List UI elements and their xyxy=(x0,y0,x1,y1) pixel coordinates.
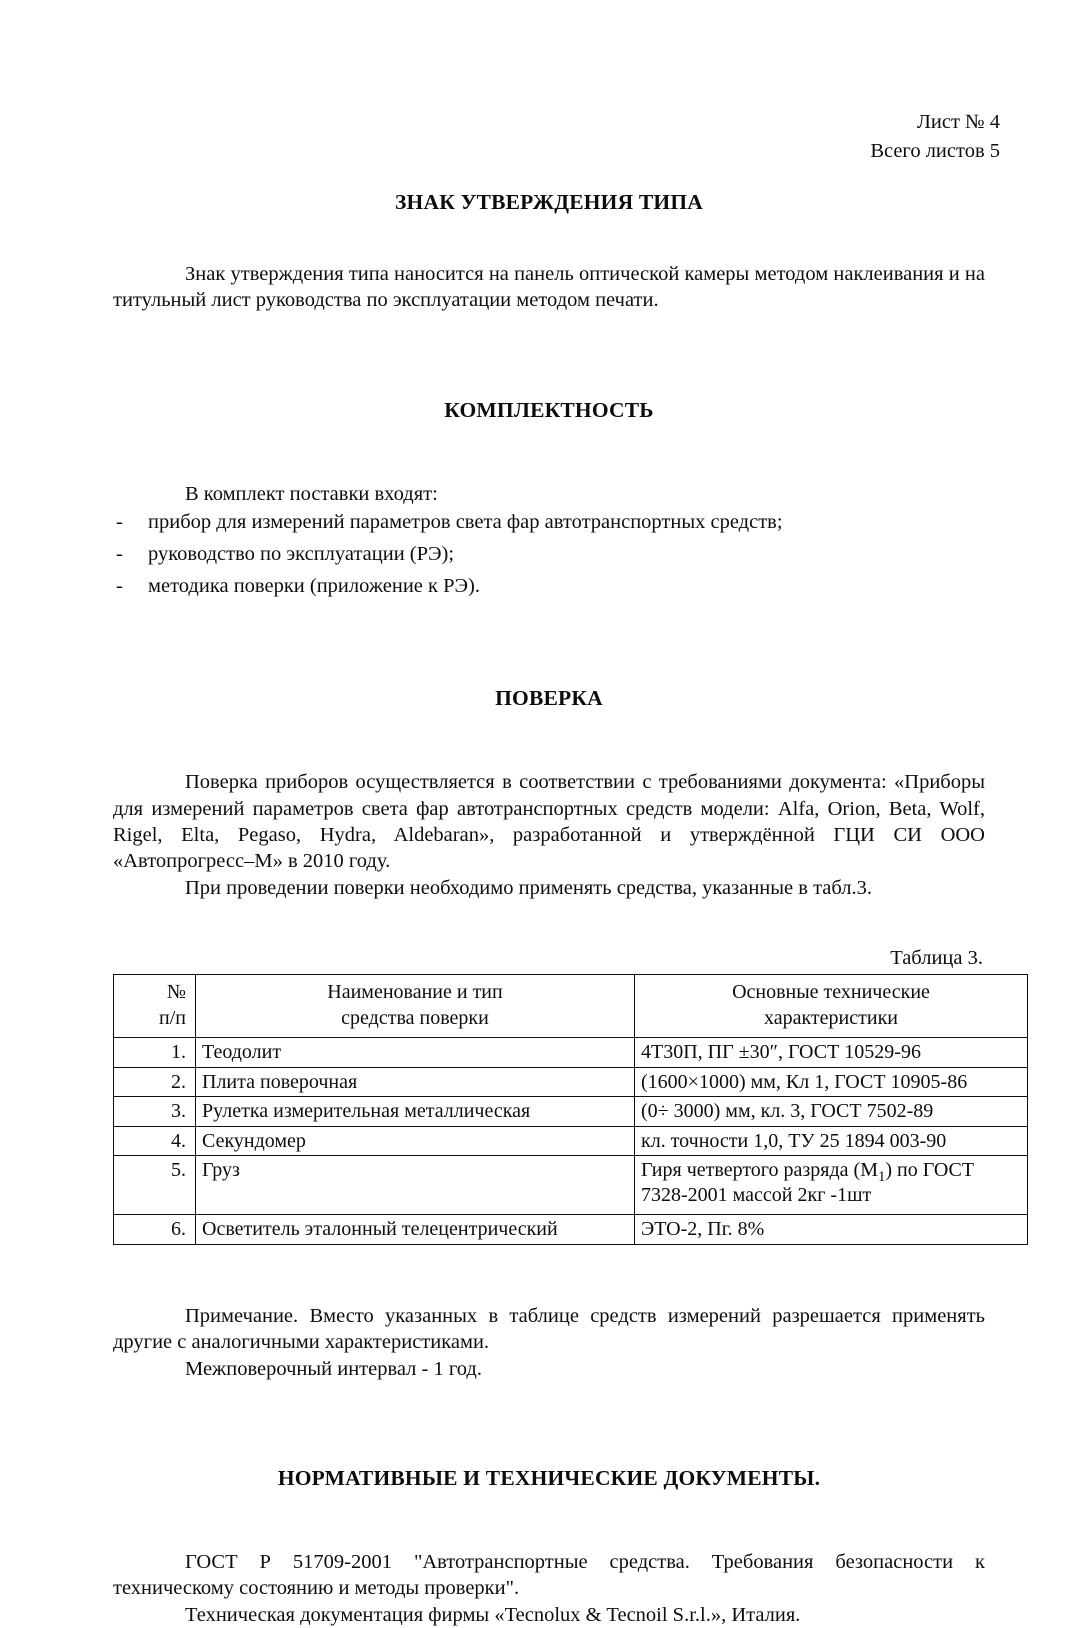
list-item-label: руководство по эксплуатации (РЭ); xyxy=(148,542,455,565)
table-row xyxy=(114,1067,1028,1097)
table-body xyxy=(114,1037,1028,1244)
dash-bullet: - xyxy=(116,510,123,533)
spacer xyxy=(113,1382,985,1466)
spacer xyxy=(113,1491,985,1549)
table-row xyxy=(114,1215,1028,1245)
section-title-approval-mark: ЗНАК УТВЕРЖДЕНИЯ ТИПА xyxy=(395,190,703,214)
column-header-spec-line2: характеристики xyxy=(763,1006,898,1029)
cell-specification: (0÷ 3000) мм, кл. 3, ГОСТ 7502-89 xyxy=(635,1097,1028,1127)
cell-means-name: Плита поверочная xyxy=(196,1067,635,1097)
document-content xyxy=(113,190,985,1628)
column-header-name-line2: средства поверки xyxy=(341,1006,489,1029)
verification-paragraph-1: Поверка приборов осуществляется в соответствии с требованиями документа: «Приборы для измерений параметров света фар автотранспортных средств модели: Alfa, Orion, Beta, Wolf, Rigel, Elta, Pegaso, Hydra, Aldebaran», разработанной и утверждённой ГЦИ СИ ООО «Автопрогресс–М» в 2010 году. xyxy=(113,771,985,873)
spec-text-part1: Гиря четвертого разряда (М xyxy=(641,1159,878,1182)
spacer xyxy=(113,602,985,686)
cell-specification: кл. точности 1,0, ТУ 25 1894 003-90 xyxy=(635,1126,1028,1156)
spacer xyxy=(113,901,985,947)
section-title-documents: НОРМАТИВНЫЕ И ТЕХНИЧЕСКИЕ ДОКУМЕНТЫ. xyxy=(277,1465,821,1490)
cell-row-number: 4. xyxy=(114,1126,196,1156)
completeness-list xyxy=(113,507,985,602)
cell-row-number: 1. xyxy=(114,1037,196,1067)
documents-paragraph-1: ГОСТ Р 51709-2001 "Автотранспортные средства. Требования безопасности к техническому состоянию и методы проверки". xyxy=(113,1550,985,1600)
dash-bullet: - xyxy=(116,542,123,565)
list-item xyxy=(113,539,985,571)
section-title-completeness: КОМПЛЕКТНОСТЬ xyxy=(444,397,654,422)
column-header-number xyxy=(114,974,196,1037)
spacer xyxy=(113,1245,985,1303)
table-row xyxy=(114,1097,1028,1127)
spacer xyxy=(113,423,985,481)
column-header-name-line1: Наименование и тип xyxy=(327,980,503,1003)
sheet-number: Лист № 4 xyxy=(917,111,1000,133)
cell-specification: ЭТО-2, Пг. 8% xyxy=(635,1215,1028,1245)
cell-row-number: 3. xyxy=(114,1097,196,1127)
column-header-number-line1: № xyxy=(166,980,186,1003)
documents-paragraph-2: Техническая документация фирмы «Tecnolux & Tecnoil S.r.l.», Италия. xyxy=(185,1603,801,1626)
cell-means-name: Груз xyxy=(196,1156,635,1215)
spacer xyxy=(113,314,985,398)
verification-interval: Межповерочный интервал - 1 год. xyxy=(185,1357,482,1380)
spec-subscript: 1 xyxy=(877,1169,886,1186)
list-item-label: методика поверки (приложение к РЭ). xyxy=(148,574,480,597)
approval-mark-paragraph: Знак утверждения типа наносится на панель оптической камеры методом наклеивания и на титульный лист руководства по эксплуатации методом печати. xyxy=(113,263,985,312)
table-head xyxy=(114,974,1028,1037)
cell-means-name: Секундомер xyxy=(196,1126,635,1156)
table-header-row xyxy=(114,974,1028,1037)
table-row xyxy=(114,1037,1028,1067)
list-item-label: прибор для измерений параметров света фар автотранспортных средств; xyxy=(148,510,783,533)
list-item xyxy=(113,571,985,603)
column-header-spec xyxy=(635,974,1028,1037)
spec-text-line2: 7328-2001 массой 2кг -1шт xyxy=(641,1183,872,1206)
cell-means-name: Осветитель эталонный телецентрический xyxy=(196,1215,635,1245)
cell-row-number: 2. xyxy=(114,1067,196,1097)
verification-note: Примечание. Вместо указанных в таблице средств измерений разрешается применять другие с аналогичными характеристиками. xyxy=(113,1304,985,1354)
dash-bullet: - xyxy=(116,574,123,597)
completeness-intro: В комплект поставки входят: xyxy=(185,482,438,505)
cell-means-name: Рулетка измерительная металлическая xyxy=(196,1097,635,1127)
page-header xyxy=(870,108,1000,166)
spacer xyxy=(113,215,985,261)
cell-specification: 4Т30П, ПГ ±30″, ГОСТ 10529-96 xyxy=(635,1037,1028,1067)
table-row xyxy=(114,1126,1028,1156)
cell-row-number: 6. xyxy=(114,1215,196,1245)
cell-means-name: Теодолит xyxy=(196,1037,635,1067)
table-caption: Таблица 3. xyxy=(890,946,983,969)
cell-specification: (1600×1000) мм, Кл 1, ГОСТ 10905-86 xyxy=(635,1067,1028,1097)
section-title-verification: ПОВЕРКА xyxy=(495,686,603,711)
column-header-spec-line1: Основные технические xyxy=(732,980,930,1003)
column-header-number-line2: п/п xyxy=(159,1006,186,1029)
column-header-name xyxy=(196,974,635,1037)
total-sheets: Всего листов 5 xyxy=(870,140,1000,163)
table-row xyxy=(114,1156,1028,1215)
cell-row-number: 5. xyxy=(114,1156,196,1215)
cell-specification xyxy=(635,1156,1028,1215)
list-item xyxy=(113,507,985,539)
verification-paragraph-2: При проведении поверки необходимо применять средства, указанные в табл.3. xyxy=(185,876,873,899)
verification-means-table xyxy=(113,974,1028,1245)
spec-text-part2: ) по ГОСТ xyxy=(885,1159,975,1182)
spacer xyxy=(113,711,985,769)
